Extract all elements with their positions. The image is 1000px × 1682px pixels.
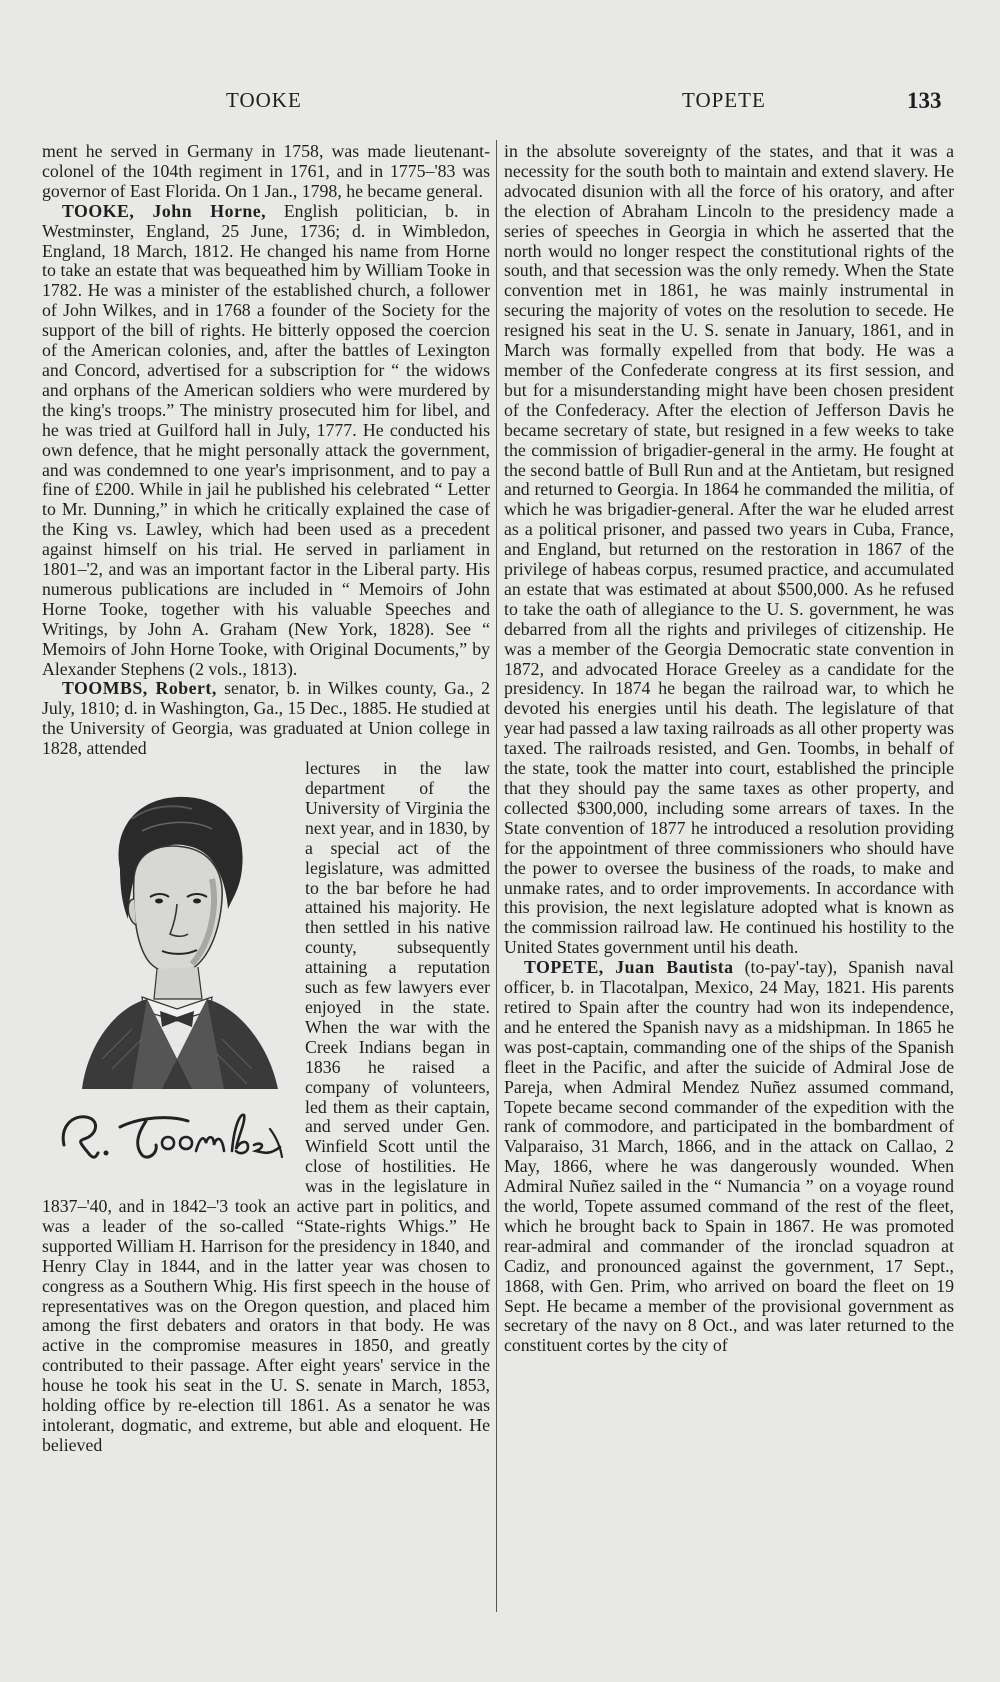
entry-topete [504,958,954,1356]
headword-tooke: TOOKE, John Horne, [62,200,267,221]
portrait-illustration [42,759,297,1099]
right-column [504,142,954,1612]
entry-tooke-text: English politician, b. in Westminster, England, 25 June, 1736; d. in Wimbledon, England, 18 March, 1812. He changed his name from Horne to take an estate that was bequeathed him by William Tooke in 1782. He was a minister of the established church, a follower of John Wilkes, and in 1768 a founder of the Society for the support of the bill of rights. He bitterly opposed the coercion of the American colonies, and, after the battles of Lexington and Concord, advertised for a subscription for “ the widows and orphans of the American soldiers who were murdered by the king's troops.” The ministry prosecuted him for libel, and he was tried at Guilford hall in July, 1777. He conducted his own defence, that he might personally attack the government, and was condemned to one year's imprisonment, and to pay a fine of £200. While in jail he published his celebrated “ Letter to Mr. Dunning,” in which he critically explained the case of the King vs. Lawley, which had been used as a precedent against himself on his trial. He served in parliament in 1801–'2, and was an important factor in the Liberal party. His numerous publications are included in “ Memoirs of John Horne Tooke, together with his valuable Speeches and Writings, by John A. Graham (New York, 1828). See “ Memoirs of John Horne Tooke, with Original Documents,” by Alexander Stephens (2 vols., 1813). [42,200,490,679]
continued-paragraph: ment he served in Germany in 1758, was made lieutenant-colonel of the 104th regiment in 1761, and in 1775–'83 was governor of East Florida. On 1 Jan., 1798, he became general. [42,141,490,201]
entry-toombs-text-1: senator, b. in Wilkes county, Ga., 2 July, 1810; d. in Washington, Ga., 15 Dec., 1885. He studied at the University of Georgia, was graduated at Union college in 1828, attended [42,678,490,759]
running-head-right: TOPETE [682,88,766,112]
entry-topete-text: (to-pay'-tay), Spanish naval officer, b. in Tlacotalpan, Mexico, 24 May, 1821. His parents retired to Spain after the country had won its independence, and he entered the Spanish navy as a midshipman. In 1865 he was post-captain, commanding one of the ships of the Spanish fleet in the Pacific, and after the suicide of Admiral Jose de Pareja, when Admiral Mendez Nuñez assumed command, Topete became second commander of the expedition with the rank of commodore, and participated in the bombardment of Valparaiso, 31 March, 1866, and in the attack on Callao, 2 May, 1866, where he was dangerously wounded. When Admiral Nuñez sailed in the “ Numancia ” on a voyage round the world, Topete assumed command of the rest of the fleet, which he brought back to Spain in 1867. He was promoted rear-admiral and commander of the ironclad squadron at Cadiz, and pronounced against the government, 17 Sept., 1868, with Gen. Prim, who arrived on board the fleet on 19 Sept. He became a member of the provisional government as secretary of the navy on 8 Oct., and was later returned to the constituent cortes by the city of [504,957,954,1356]
running-head-left: TOOKE [226,88,302,112]
headword-topete: TOPETE, Juan Bautista [524,957,734,978]
entry-toombs-intro [42,679,490,759]
headword-toombs: TOOMBS, Robert, [62,678,217,699]
entry-tooke [42,202,490,680]
column-divider [496,140,497,1612]
page-number: 133 [907,88,942,113]
toombs-continued-paragraph: in the absolute sovereignty of the states, and that it was a necessity for the south both to maintain and extend slavery. He advocated disunion with all the force of his oratory, and after the election of Abraham Lincoln to the presidency made a series of speeches in Georgia in which he asserted that the north would no longer respect the constitutional rights of the south, and that secession was the only remedy. When the State convention met in 1861, he was mainly instrumental in securing the majority of votes on the resolution to secede. He resigned his seat in the U. S. senate in January, 1861, and in March was formally expelled from that body. He was a member of the Confederate congress at its first session, and but for a misunderstanding might have been chosen president of the Confederacy. After the election of Jefferson Davis he became secretary of state, but resigned in a few weeks to take the commission of brigadier-general in the army. He fought at the second battle of Bull Run and at the Antietam, but resigned and returned to Georgia. In 1864 he commanded the militia, of which he was brigadier-general. After the war he eluded arrest as a political prisoner, and passed two years in Cuba, France, and England, but returned on the restoration in 1867 of the privilege of habeas corpus, resumed practice, and accumulated an estate that was estimated at about $500,000. As he refused to take the oath of allegiance to the U. S. government, he was debarred from all the rights and privileges of citizenship. He was a member of the Georgia Democratic state convention in 1872, and advocated Horace Greeley as a candidate for the presidency. In 1874 he began the railroad war, to which he devoted his energies until his death. The legislature of that year had passed a law taxing railroads as all other property was taxed. The railroads resisted, and Gen. Toombs, in behalf of the state, took the matter into court, established the principle that they should pay the same taxes as other property, and collected $300,000, including some arrears of taxes. In the State convention of 1877 he introduced a resolution providing for the appointment of three commissioners who should have the power to oversee the business of the roads, to make and unmake rates, and to order improvements. In accordance with this provision, the next legislature adopted what is known as the commission railroad law. He continued his hostility to the United States government until his death. [504,141,954,958]
signature-r-toombs [50,1097,290,1167]
portrait-engraving [42,759,297,1187]
entry-toombs-continued: lectures in the law department of the University of Virginia the next year, and in 1830, by a special act of the legislature, was admitted to the bar before he had attained his majority. He then settled in his native county, subsequently attaining a reputation such as few lawyers ever enjoyed in the state. When the war with the Creek Indians began in 1836 he raised a company of volunteers, led them as their captain, and served under Gen. Winfield Scott until the close of hostilities. He was in the legislature in 1837–'40, and in 1842–'3 took an active part in politics, and was a leader of the so-called “State-rights Whigs.” He supported William H. Harrison for the presidency in 1840, and Henry Clay in 1844, and in the latter year was chosen to congress as a Southern Whig. His first speech in the house of representatives was on the Oregon question, and placed him among the first debaters and orators in that body. He was active in the compromise measures in 1850, and greatly contributed to their passage. After eight years' service in the house he took his seat in the U. S. senate in March, 1853, holding office by re-election till 1861. As a senator he was intolerant, dogmatic, and extreme, but able and eloquent. He believed [42,758,490,1455]
left-column [42,142,490,1612]
